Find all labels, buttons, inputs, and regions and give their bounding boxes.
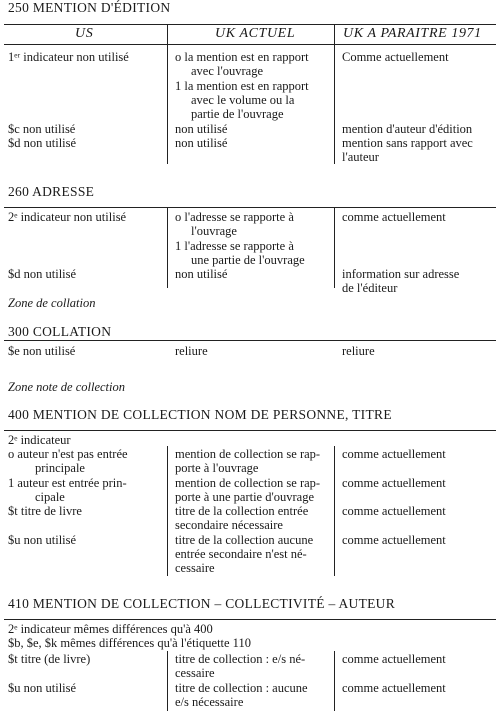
row-uk: mention de collection se rap- (175, 447, 321, 461)
col-divider (334, 446, 335, 576)
row-us: 1 auteur est entrée prin- (8, 476, 127, 490)
col-divider (167, 208, 168, 288)
col-divider (334, 25, 335, 164)
heading-300: 300 COLLATION (8, 324, 112, 339)
col-divider (334, 651, 335, 711)
row-uk: titre de la collection entrée (175, 504, 309, 518)
section-rule (4, 340, 496, 341)
row-uk71: information sur adresse (342, 267, 460, 281)
indicator-label: $b, $e, $k mêmes différences qu'à l'étiquette 110 (8, 636, 251, 650)
row-us: principale (35, 461, 85, 475)
col-divider (167, 25, 168, 164)
row-uk: porte à l'ouvrage (175, 461, 259, 475)
row-uk71: mention sans rapport avec (342, 136, 473, 150)
row-uk: o la mention est en rapport (175, 50, 309, 64)
col-header-uk-1971: UK A PARAITRE 1971 (343, 26, 482, 41)
row-uk71: comme actuellement (342, 504, 446, 518)
row-uk71: Comme actuellement (342, 50, 449, 64)
row-uk: entrée secondaire n'est né- (175, 547, 307, 561)
row-uk: secondaire nécessaire (175, 518, 283, 532)
row-uk: avec l'ouvrage (191, 64, 264, 78)
row-uk: porte à une partie d'ouvrage (175, 490, 314, 504)
row-uk71: comme actuellement (342, 447, 446, 461)
row-uk: non utilisé (175, 122, 228, 136)
row-uk: titre de collection : e/s né- (175, 652, 306, 666)
row-us: $d non utilisé (8, 267, 77, 281)
row-us: $t titre de livre (8, 504, 82, 518)
row-uk: 1 la mention est en rapport (175, 79, 309, 93)
col-divider (334, 208, 335, 288)
row-uk71: comme actuellement (342, 476, 446, 490)
row-us: 1ᵉʳ indicateur non utilisé (8, 50, 129, 64)
top-rule (4, 24, 496, 25)
row-us: $d non utilisé (8, 136, 77, 150)
row-us: cipale (35, 490, 65, 504)
row-uk: titre de collection : aucune (175, 681, 308, 695)
row-uk71: comme actuellement (342, 533, 446, 547)
row-us: $u non utilisé (8, 533, 77, 547)
row-uk: avec le volume ou la (191, 93, 295, 107)
row-uk71: de l'éditeur (342, 281, 398, 295)
row-uk71: reliure (342, 344, 375, 358)
col-header-us: US (75, 26, 94, 41)
heading-250: 250 MENTION D'ÉDITION (8, 0, 171, 15)
row-uk: une partie de l'ouvrage (191, 253, 305, 267)
row-uk: cessaire (175, 666, 215, 680)
row-uk: o l'adresse se rapporte à (175, 210, 294, 224)
row-us: 2ᵉ indicateur non utilisé (8, 210, 127, 224)
row-uk: mention de collection se rap- (175, 476, 321, 490)
row-uk: reliure (175, 344, 208, 358)
row-uk: e/s nécessaire (175, 695, 244, 709)
row-us: $c non utilisé (8, 122, 76, 136)
heading-260: 260 ADRESSE (8, 184, 95, 199)
col-divider (167, 446, 168, 576)
section-rule (4, 207, 496, 208)
heading-410: 410 MENTION DE COLLECTION – COLLECTIVITÉ – AUTEUR (8, 596, 396, 611)
row-uk71: comme actuellement (342, 652, 446, 666)
row-uk71: mention d'auteur d'édition (342, 122, 473, 136)
section-rule (4, 430, 496, 431)
col-header-uk-actuel: UK ACTUEL (215, 26, 296, 41)
header-rule (4, 44, 496, 45)
row-uk71: comme actuellement (342, 210, 446, 224)
indicator-label: 2ᵉ indicateur mêmes différences qu'à 400 (8, 622, 213, 636)
row-us: $e non utilisé (8, 344, 76, 358)
indicator-label: 2ᵉ indicateur (8, 433, 71, 447)
zone-label: Zone de collation (8, 296, 96, 310)
row-uk: non utilisé (175, 136, 228, 150)
zone-label: Zone note de collection (8, 380, 125, 394)
row-uk: cessaire (175, 561, 215, 575)
row-uk: 1 l'adresse se rapporte à (175, 239, 294, 253)
row-uk71: comme actuellement (342, 681, 446, 695)
row-uk71: l'auteur (342, 150, 379, 164)
section-rule (4, 619, 496, 620)
heading-400: 400 MENTION DE COLLECTION NOM DE PERSONNE, TITRE (8, 407, 392, 422)
row-uk: partie de l'ouvrage (191, 107, 284, 121)
row-uk: l'ouvrage (191, 224, 237, 238)
row-uk: non utilisé (175, 267, 228, 281)
row-uk: titre de la collection aucune (175, 533, 314, 547)
row-us: $u non utilisé (8, 681, 77, 695)
col-divider (167, 651, 168, 711)
row-us: o auteur n'est pas entrée (8, 447, 128, 461)
row-us: $t titre (de livre) (8, 652, 91, 666)
